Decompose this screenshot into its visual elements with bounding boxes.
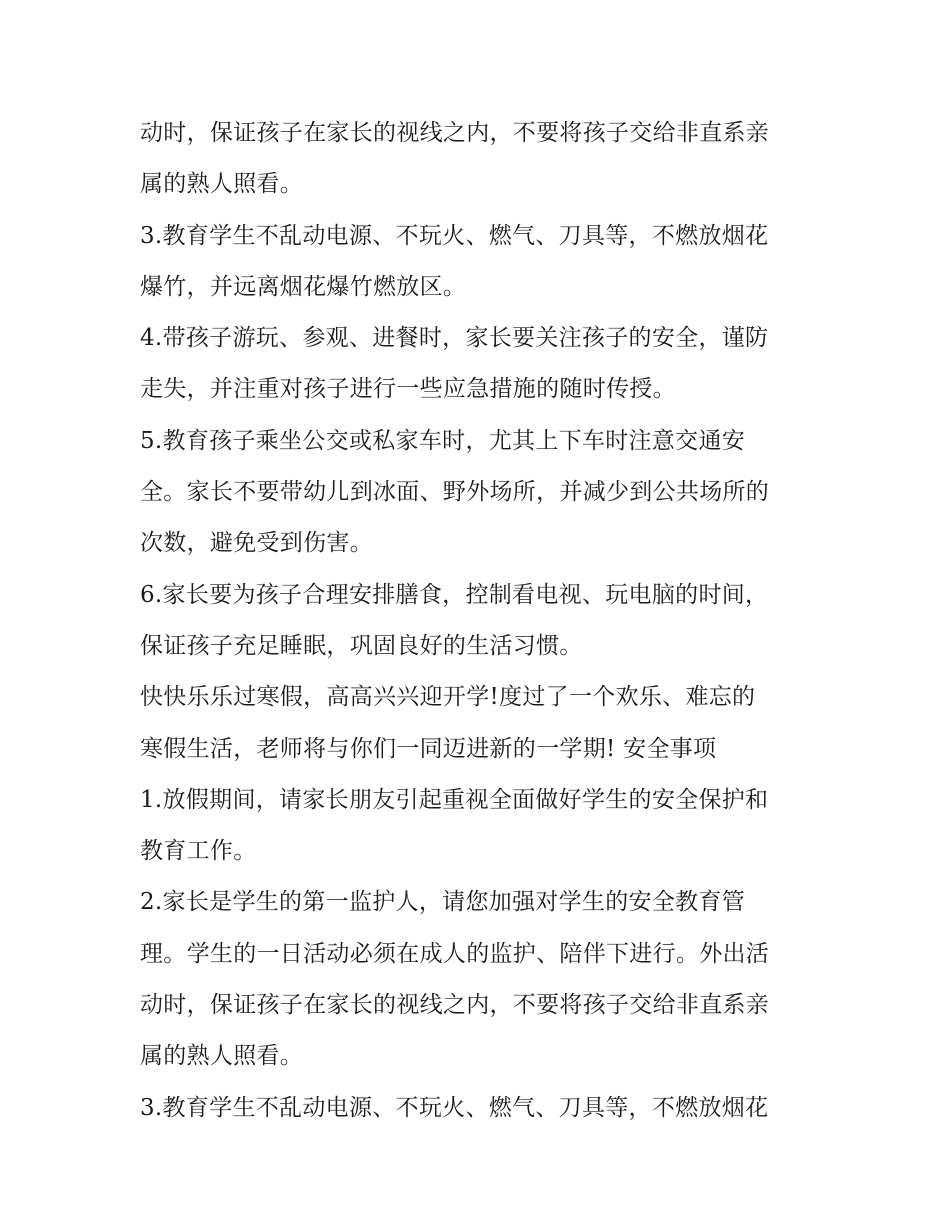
text-line: 寒假生活，老师将与你们一同迈进新的一学期! 安全事项 [140,735,717,762]
text-line: 爆竹，并远离烟花爆竹燃放区。 [140,273,467,300]
text-line: 次数，避免受到伤害。 [140,530,373,557]
text-line: 全。家长不要带幼儿到冰面、野外场所，并减少到公共场所的 [140,479,770,506]
text-line: 2.家长是学生的第一监护人，请您加强对学生的安全教育管 [140,889,746,916]
text-line: 属的熟人照看。 [140,171,304,198]
document-body [140,108,820,1134]
text-line: 教育工作。 [140,838,257,865]
text-line: 动时，保证孩子在家长的视线之内，不要将孩子交给非直系亲 [140,120,770,146]
text-line: 动时，保证孩子在家长的视线之内，不要将孩子交给非直系亲 [140,992,770,1019]
text-line: 理。学生的一日活动必须在成人的监护、陪伴下进行。外出活 [140,940,770,967]
text-line: 3.教育学生不乱动电源、不玩火、燃气、刀具等，不燃放烟花 [140,1094,769,1121]
text-line: 6.家长要为孩子合理安排膳食，控制看电视、玩电脑的时间， [140,581,769,608]
text-line: 5.教育孩子乘坐公交或私家车时，尤其上下车时注意交通安 [140,427,746,454]
text-line: 3.教育学生不乱动电源、不玩火、燃气、刀具等，不燃放烟花 [140,222,769,249]
text-line: 4.带孩子游玩、参观、进餐时，家长要关注孩子的安全，谨防 [140,325,769,352]
text-line: 保证孩子充足睡眠，巩固良好的生活习惯。 [140,632,583,659]
text-line: 1.放假期间，请家长朋友引起重视全面做好学生的安全保护和 [140,786,769,813]
text-line: 属的熟人照看。 [140,1043,304,1070]
text-line: 走失，并注重对孩子进行一些应急措施的随时传授。 [140,376,676,403]
text-line: 快快乐乐过寒假，高高兴兴迎开学!度过了一个欢乐、难忘的 [140,684,756,711]
